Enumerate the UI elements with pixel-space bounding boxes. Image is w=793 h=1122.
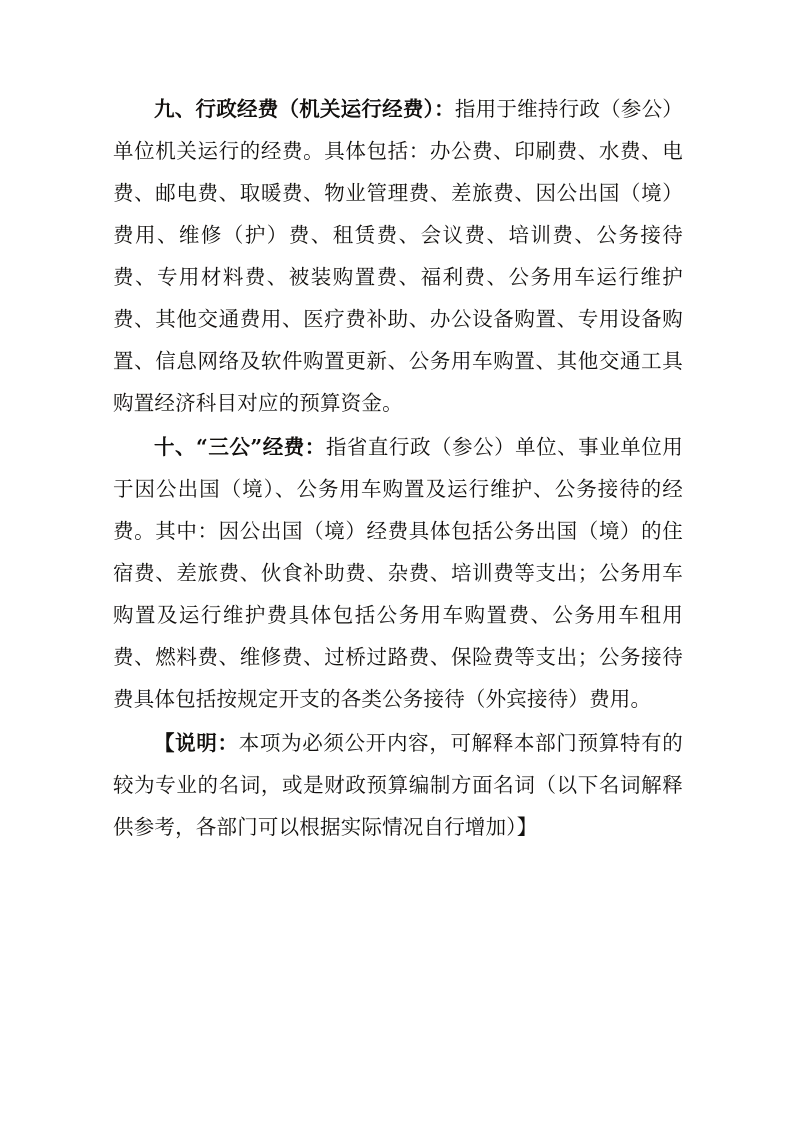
paragraph-ten [113,426,683,720]
paragraph-note [113,722,683,848]
paragraph-nine [113,88,683,424]
paragraph-ten-body: 指省直行政（参公）单位、事业单位用于因公出国（境）、公务用车购置及运行维护、公务接待的经费。其中：因公出国（境）经费具体包括公务出国（境）的住宿费、差旅费、伙食补助费、杂费、培训费等支出；公务用车购置及运行维护费具体包括公务用车购置费、公务用车租用费、燃料费、维修费、过桥过路费、保险费等支出；公务接待费具体包括按规定开支的各类公务接待（外宾接待）费用。 [113,435,683,711]
paragraph-note-body: 本项为必须公开内容，可解释本部门预算特有的较为专业的名词，或是财政预算编制方面名词（以下名词解释供参考，各部门可以根据实际情况自行增加）】 [113,731,683,839]
paragraph-ten-lead: 十、“三公”经费： [154,435,326,459]
paragraph-note-lead: 【说明： [154,731,239,755]
paragraph-nine-lead: 九、行政经费（机关运行经费）： [154,97,455,121]
paragraph-nine-body: 指用于维持行政（参公）单位机关运行的经费。具体包括：办公费、印刷费、水费、电费、邮电费、取暖费、物业管理费、差旅费、因公出国（境）费用、维修（护）费、租赁费、会议费、培训费、公务接待费、专用材料费、被装购置费、福利费、公务用车运行维护费、其他交通费用、医疗费补助、办公设备购置、专用设备购置、信息网络及软件购置更新、公务用车购置、其他交通工具购置经济科目对应的预算资金。 [113,97,684,415]
document-body [113,88,683,850]
